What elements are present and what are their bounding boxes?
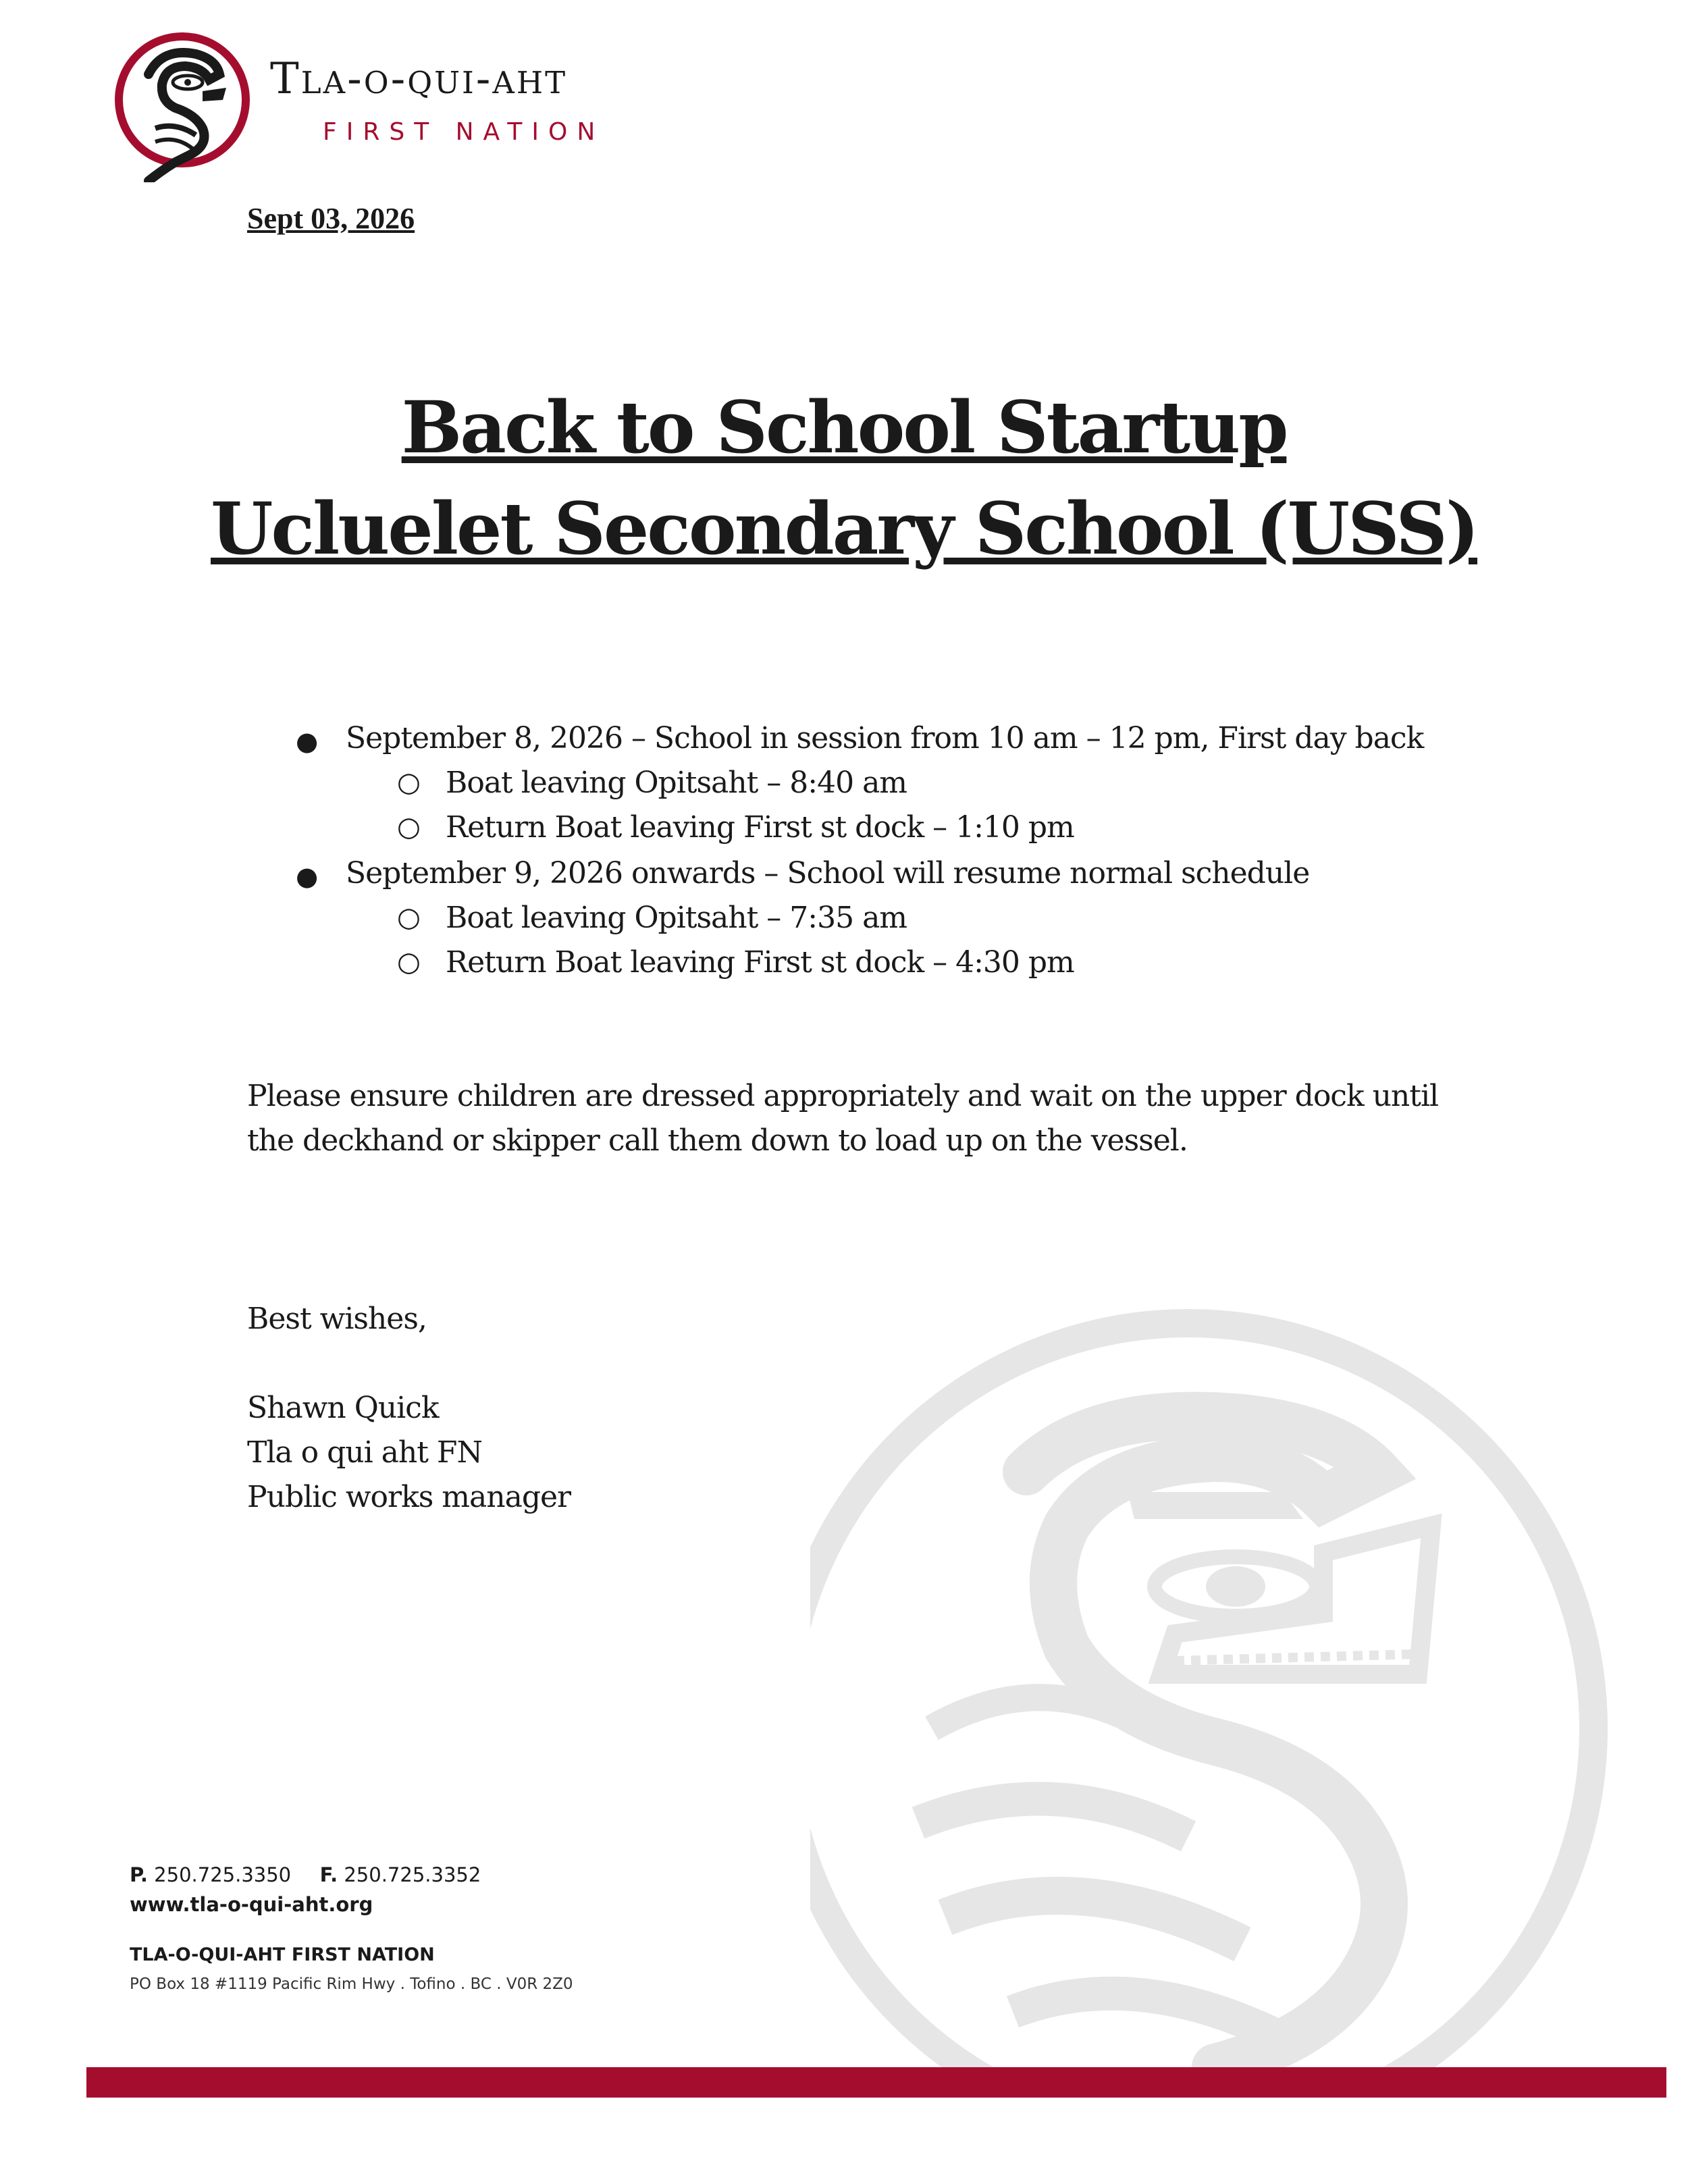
signature-title: Public works manager xyxy=(247,1480,571,1514)
phone-label: P. xyxy=(130,1863,148,1886)
circle-bullet-icon: ○ xyxy=(397,902,421,933)
phone-number: 250.725.3350 xyxy=(154,1863,292,1886)
schedule-subitem: Boat leaving Opitsaht – 8:40 am xyxy=(446,766,907,800)
signature-name: Shawn Quick xyxy=(247,1391,439,1425)
page-title: Back to School Startup xyxy=(401,385,1287,469)
circle-bullet-icon: ○ xyxy=(397,947,421,978)
footer-contact xyxy=(130,1863,481,1886)
closing: Best wishes, xyxy=(247,1302,427,1336)
footer-address: PO Box 18 #1119 Pacific Rim Hwy . Tofino . BC . V0R 2Z0 xyxy=(130,1975,573,1993)
org-name: Tla-o-qui-aht xyxy=(270,54,568,104)
fax-label: F. xyxy=(319,1863,338,1886)
circle-bullet-icon: ○ xyxy=(397,767,421,798)
footer-bar xyxy=(86,2067,1666,2098)
watermark-logo-icon xyxy=(810,1296,1688,2067)
letter-date: Sept 03, 2026 xyxy=(247,202,415,235)
signature-org: Tla o qui aht FN xyxy=(247,1435,482,1470)
page-subtitle: Ucluelet Secondary School (USS) xyxy=(210,486,1478,570)
schedule-item: September 8, 2026 – School in session from 10 am – 12 pm, First day back xyxy=(346,721,1424,755)
body-text-line: Please ensure children are dressed appropriately and wait on the upper dock until xyxy=(247,1079,1439,1113)
fax-number: 250.725.3352 xyxy=(344,1863,481,1886)
schedule-subitem: Return Boat leaving First st dock – 4:30 pm xyxy=(446,945,1074,980)
footer-org-name: TLA-O-QUI-AHT FIRST NATION xyxy=(130,1944,435,1965)
schedule-subitem: Return Boat leaving First st dock – 1:10 pm xyxy=(446,810,1074,845)
bullet-icon: ● xyxy=(296,861,319,891)
org-subtitle: FIRST NATION xyxy=(323,118,605,146)
bullet-icon: ● xyxy=(296,726,319,756)
schedule-subitem: Boat leaving Opitsaht – 7:35 am xyxy=(446,901,907,935)
schedule-item: September 9, 2026 onwards – School will resume normal schedule xyxy=(346,856,1310,890)
website-link[interactable]: www.tla-o-qui-aht.org xyxy=(130,1893,373,1916)
body-text-line: the deckhand or skipper call them down to load up on the vessel. xyxy=(247,1123,1188,1158)
logo-icon xyxy=(108,27,257,182)
circle-bullet-icon: ○ xyxy=(397,811,421,843)
